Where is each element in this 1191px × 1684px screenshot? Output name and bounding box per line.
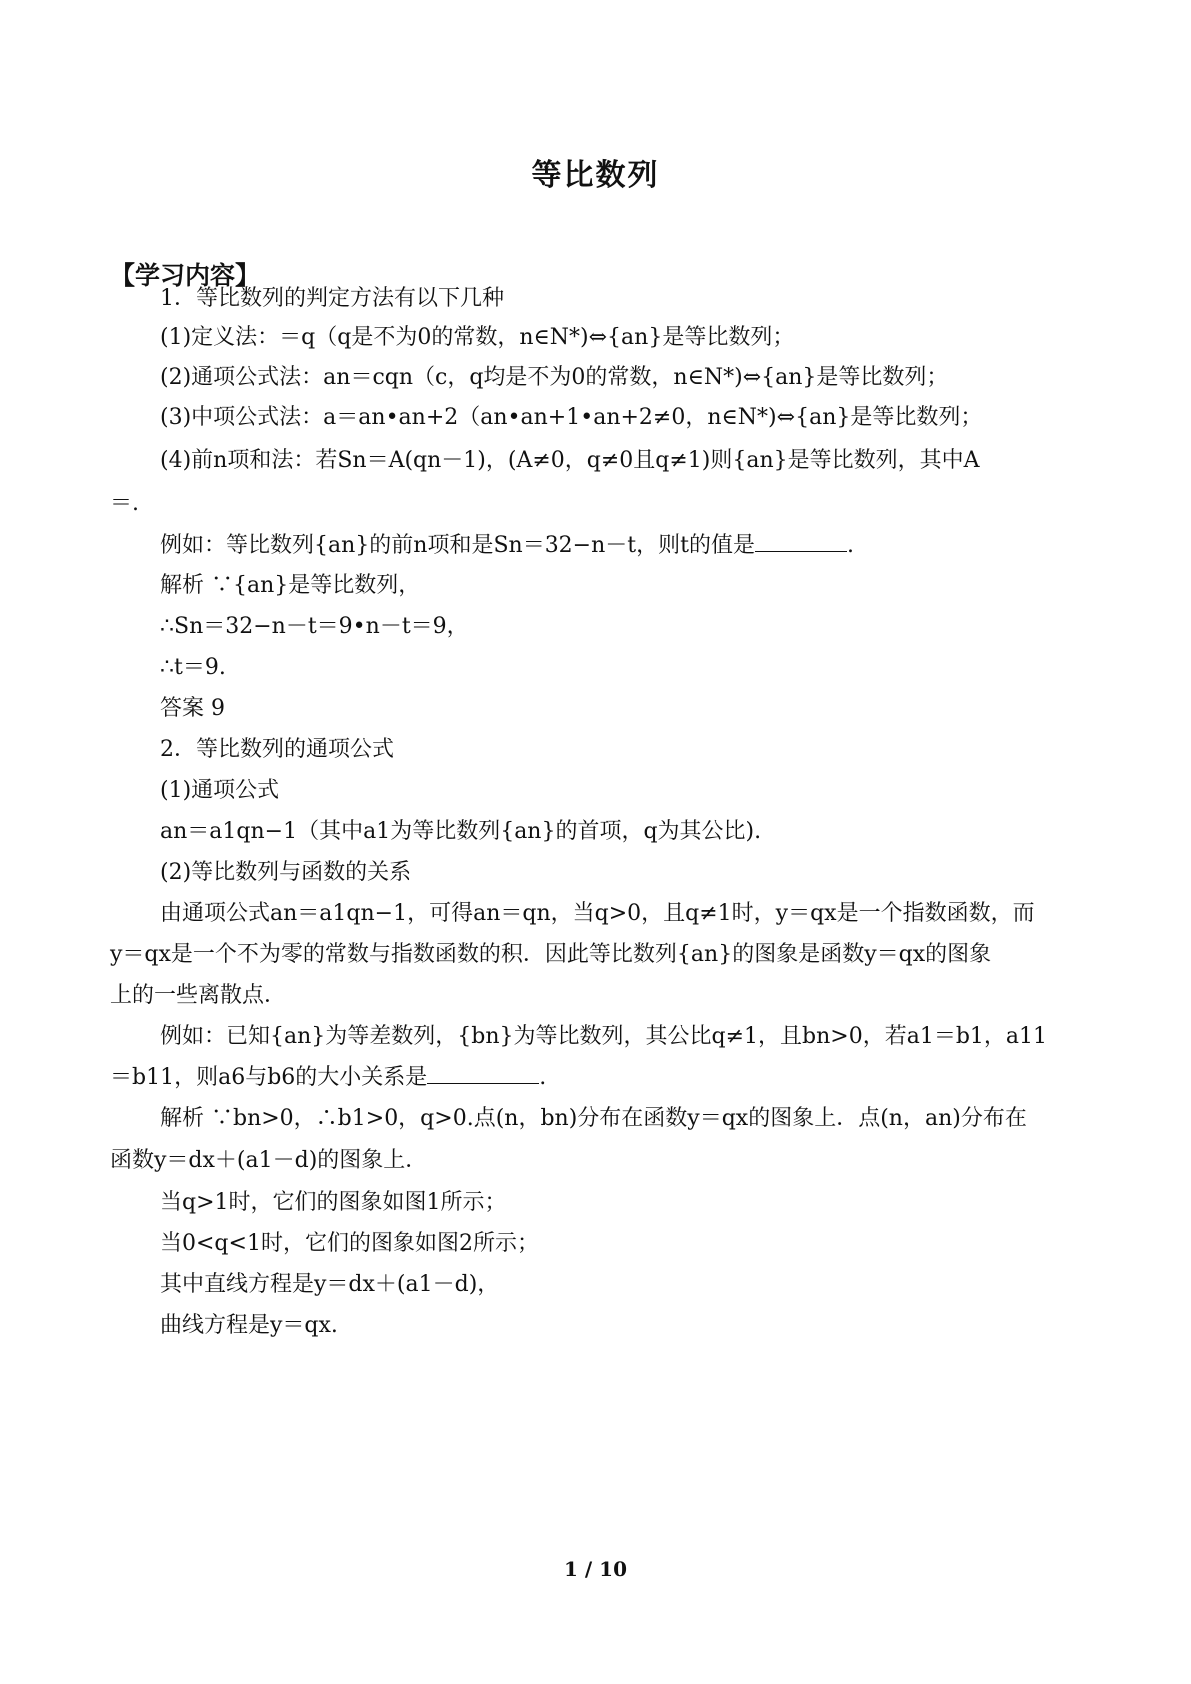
text-line: 函数y＝dx＋(a1－d)的图象上． (110, 1148, 428, 1173)
text-line: 答案 9 (160, 696, 225, 721)
answer-blank (755, 531, 847, 552)
text-line: 解析 ∵bn>0，∴b1>0，q>0.点(n，bn)分布在函数y＝qx的图象上．点(n，an)分布在 (160, 1106, 1027, 1131)
text-line: 上的一些离散点． (110, 983, 287, 1008)
text-line: (2)等比数列与函数的关系 (160, 860, 412, 885)
text-line: ＝. (110, 491, 139, 516)
example-text: ＝b11，则a6与b6的大小关系是 (110, 1065, 428, 1090)
section-heading: 【学习内容】 (110, 261, 261, 290)
example-end: . (846, 533, 854, 558)
text-line: 1．等比数列的判定方法有以下几种 (160, 286, 504, 311)
example-line (110, 1063, 546, 1093)
example-text: 例如：等比数列{an}的前n项和是Sn＝32−n－t，则t的值是 (160, 533, 755, 558)
text-line: (1)定义法：＝q（q是不为0的常数，n∈N*)⇔{an}是等比数列； (160, 325, 795, 350)
text-line: (1)通项公式 (160, 778, 280, 803)
text-line: ∴t＝9. (160, 655, 226, 680)
text-line: an＝a1qn−1（其中a1为等比数列{an}的首项，q为其公比). (160, 819, 762, 844)
text-line: (4)前n项和法：若Sn＝A(qn－1)，(A≠0，q≠0且q≠1)则{an}是等比数列，其中A (160, 448, 980, 473)
text-line: 2．等比数列的通项公式 (160, 737, 394, 762)
text-line: 例如：已知{an}为等差数列，{bn}为等比数列，其公比q≠1，且bn>0，若a1＝b1，a11 (160, 1024, 1048, 1049)
text-line: 解析 ∵{an}是等比数列， (160, 573, 421, 598)
page-title: 等比数列 (531, 158, 660, 193)
text-line: (3)中项公式法：a＝an•an+2（an•an+1•an+2≠0，n∈N*)⇔{an}是等比数列； (160, 405, 983, 430)
text-line: 由通项公式an＝a1qn−1，可得an＝qn，当q>0，且q≠1时，y＝qx是一个指数函数，而 (160, 901, 1035, 926)
text-line: ∴Sn＝32−n－t＝9•n－t＝9， (160, 614, 469, 639)
text-line: (2)通项公式法：an＝cqn（c，q均是不为0的常数，n∈N*)⇔{an}是等比数列； (160, 365, 949, 390)
text-line: 当0<q<1时，它们的图象如图2所示； (160, 1231, 539, 1256)
text-line: 其中直线方程是y＝dx＋(a1－d)， (160, 1272, 500, 1297)
example-line (160, 531, 854, 561)
text-line: y＝qx是一个不为零的常数与指数函数的积．因此等比数列{an}的图象是函数y＝qx的图象 (110, 942, 992, 967)
example-end: . (539, 1065, 547, 1090)
page-number: 1 / 10 (564, 1557, 627, 1581)
text-line: 当q>1时，它们的图象如图1所示； (160, 1190, 507, 1215)
answer-blank (427, 1063, 539, 1084)
text-line: 曲线方程是y＝qx. (160, 1313, 338, 1338)
